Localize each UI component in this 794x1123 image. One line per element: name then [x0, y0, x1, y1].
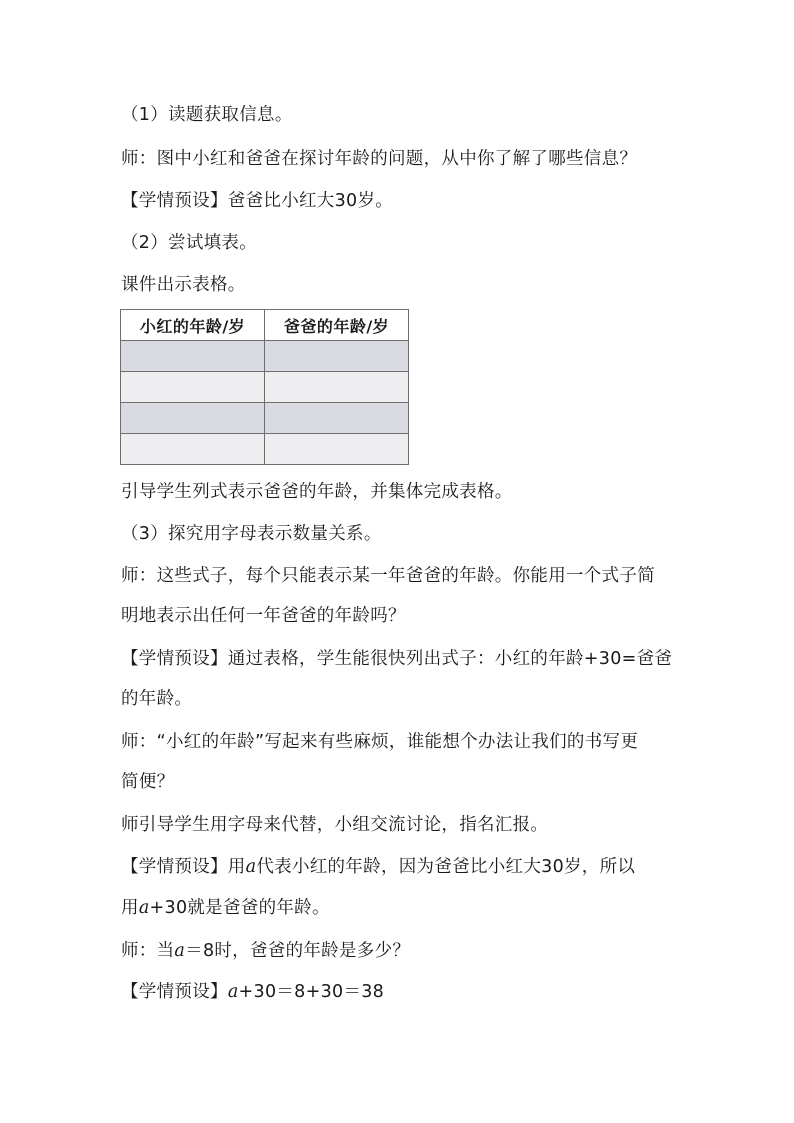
table-cell — [265, 372, 409, 403]
table-cell — [265, 403, 409, 434]
text-line-teacher-when-a — [121, 939, 410, 963]
table-header-xiaohong-age: 小红的年龄/岁 — [121, 310, 265, 341]
text-fragment: 用 — [121, 898, 139, 918]
variable-a: a — [174, 941, 186, 961]
text-line-teacher-formula-cont: 明地表示出任何一年爸爸的年龄吗？ — [121, 606, 406, 626]
text-line-explore-letters: （3）探究用字母表示数量关系。 — [121, 524, 382, 544]
table-header-dad-age: 爸爸的年龄/岁 — [265, 310, 409, 341]
table-cell — [121, 341, 265, 372]
text-line-fill-table: （2）尝试填表。 — [121, 233, 258, 253]
text-line-read-question: （1）读题获取信息。 — [121, 105, 293, 125]
text-line-preset-2-cont: 的年龄。 — [121, 689, 193, 709]
text-line-preset-4 — [121, 980, 384, 1004]
text-fragment: ＝8时，爸爸的年龄是多少？ — [185, 941, 411, 961]
text-line-teacher-simplify-cont: 简便？ — [121, 772, 175, 792]
text-line-show-table: 课件出示表格。 — [121, 275, 246, 295]
text-fragment: +30就是爸爸的年龄。 — [149, 898, 330, 918]
text-fragment: 【学情预设】用 — [121, 857, 246, 877]
age-table — [120, 309, 409, 465]
text-line-preset-1: 【学情预设】爸爸比小红大30岁。 — [121, 191, 394, 211]
text-line-group-discuss: 师引导学生用字母来代替，小组交流讨论，指名汇报。 — [121, 815, 549, 835]
table-header-row — [121, 310, 409, 341]
variable-a: a — [227, 982, 239, 1002]
text-line-preset-3 — [121, 855, 635, 879]
text-fragment: 【学情预设】 — [121, 982, 228, 1002]
variable-a: a — [245, 857, 257, 877]
text-fragment: 师：当 — [121, 941, 175, 961]
table-row — [121, 434, 409, 465]
text-fragment: 代表小红的年龄，因为爸爸比小红大30岁，所以 — [256, 857, 636, 877]
text-line-guide-students: 引导学生列式表示爸爸的年龄，并集体完成表格。 — [121, 482, 513, 502]
table-cell — [265, 341, 409, 372]
table-row — [121, 403, 409, 434]
text-line-teacher-question: 师：图中小红和爸爸在探讨年龄的问题，从中你了解了哪些信息？ — [121, 149, 638, 169]
table-cell — [121, 403, 265, 434]
text-line-teacher-simplify: 师：“小红的年龄”写起来有些麻烦，谁能想个办法让我们的书写更 — [121, 732, 639, 752]
text-line-preset-2: 【学情预设】通过表格，学生能很快列出式子：小红的年龄+30=爸爸 — [121, 649, 673, 669]
table-cell — [121, 434, 265, 465]
table-row — [121, 372, 409, 403]
table-row — [121, 341, 409, 372]
table-cell — [265, 434, 409, 465]
text-fragment: +30＝8+30＝38 — [238, 982, 385, 1002]
variable-a: a — [138, 898, 150, 918]
text-line-teacher-formula: 师：这些式子，每个只能表示某一年爸爸的年龄。你能用一个式子简 — [121, 566, 655, 586]
text-line-preset-3-cont — [121, 896, 330, 920]
table-cell — [121, 372, 265, 403]
